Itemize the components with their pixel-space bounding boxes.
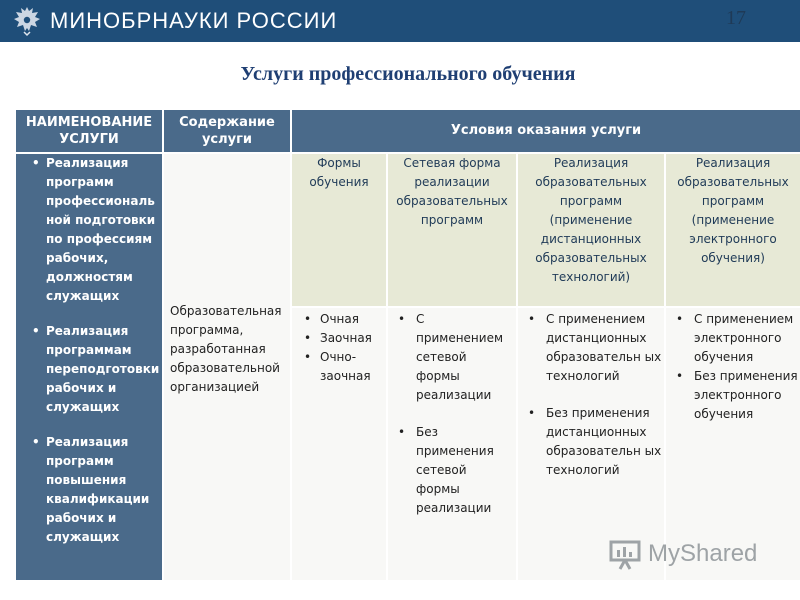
subheader-elearning [666, 154, 800, 306]
network-list-cell [388, 308, 516, 580]
services-list [16, 154, 162, 547]
watermark-text: MyShared [648, 540, 758, 567]
ministry-name: МИНОБРНАУКИ РОССИИ [50, 8, 338, 33]
subheader-forms [292, 154, 386, 306]
distance-item: • Без применения дистанционных образовательн ых технологий [518, 404, 662, 480]
page-number: 17 [726, 7, 746, 29]
service-content-cell [164, 154, 290, 580]
subheader-network [388, 154, 516, 306]
header-service-content-text: Содержание услуги [179, 115, 275, 147]
subheader-elearning-text: Реализация образовательных программ (применение электронного обучения) [677, 156, 789, 265]
elearning-item: • С применением электронного обучения [666, 310, 798, 367]
subheader-forms-text: Формы обучения [309, 156, 369, 189]
distance-item: • С применением дистанционных образовательн ых технологий [518, 310, 662, 386]
presentation-board-icon [608, 538, 642, 572]
form-item: • Очная [292, 310, 384, 329]
header-service-conditions [292, 110, 800, 152]
form-item: • Заочная [292, 329, 384, 348]
elearning-item: • Без применения электронного обучения [666, 367, 798, 424]
header-service-content [164, 110, 290, 152]
header-service-name-text: НАИМЕНОВАНИЕ УСЛУГИ [25, 115, 153, 147]
subheader-distance-text: Реализация образовательных программ (применение дистанционных образовательных технологий) [535, 156, 647, 284]
network-item: • С применением сетевой формы реализации [388, 310, 514, 405]
distance-list [518, 310, 662, 480]
service-item: • Реализация программам переподготовки рабочих и служащих [16, 322, 162, 417]
services-list-cell [16, 154, 162, 580]
header-service-conditions-text: Условия оказания услуги [450, 123, 642, 138]
network-list [388, 310, 514, 518]
service-item: • Реализация программ профессиональ ной подготовки по профессиям рабочих, должностям служащих [16, 154, 162, 306]
top-bar [0, 0, 800, 42]
forms-list [292, 310, 384, 386]
form-item: • Очно-заочная [292, 348, 384, 386]
network-item: • Без применения сетевой формы реализации [388, 423, 514, 518]
subheader-network-text: Сетевая форма реализации образовательных программ [396, 156, 508, 227]
subheader-distance [518, 154, 664, 306]
forms-list-cell [292, 308, 386, 580]
watermark [608, 538, 778, 572]
service-item: • Реализация программ повышения квалификации рабочих и служащих [16, 433, 162, 547]
elearning-list [666, 310, 798, 424]
header-service-name [16, 110, 162, 152]
double-headed-eagle-emblem-icon [10, 4, 44, 38]
service-content-text: Образовательная программа, разработанная образовательной организацией [170, 304, 282, 394]
slide-title: Услуги профессионального обучения [240, 63, 576, 85]
